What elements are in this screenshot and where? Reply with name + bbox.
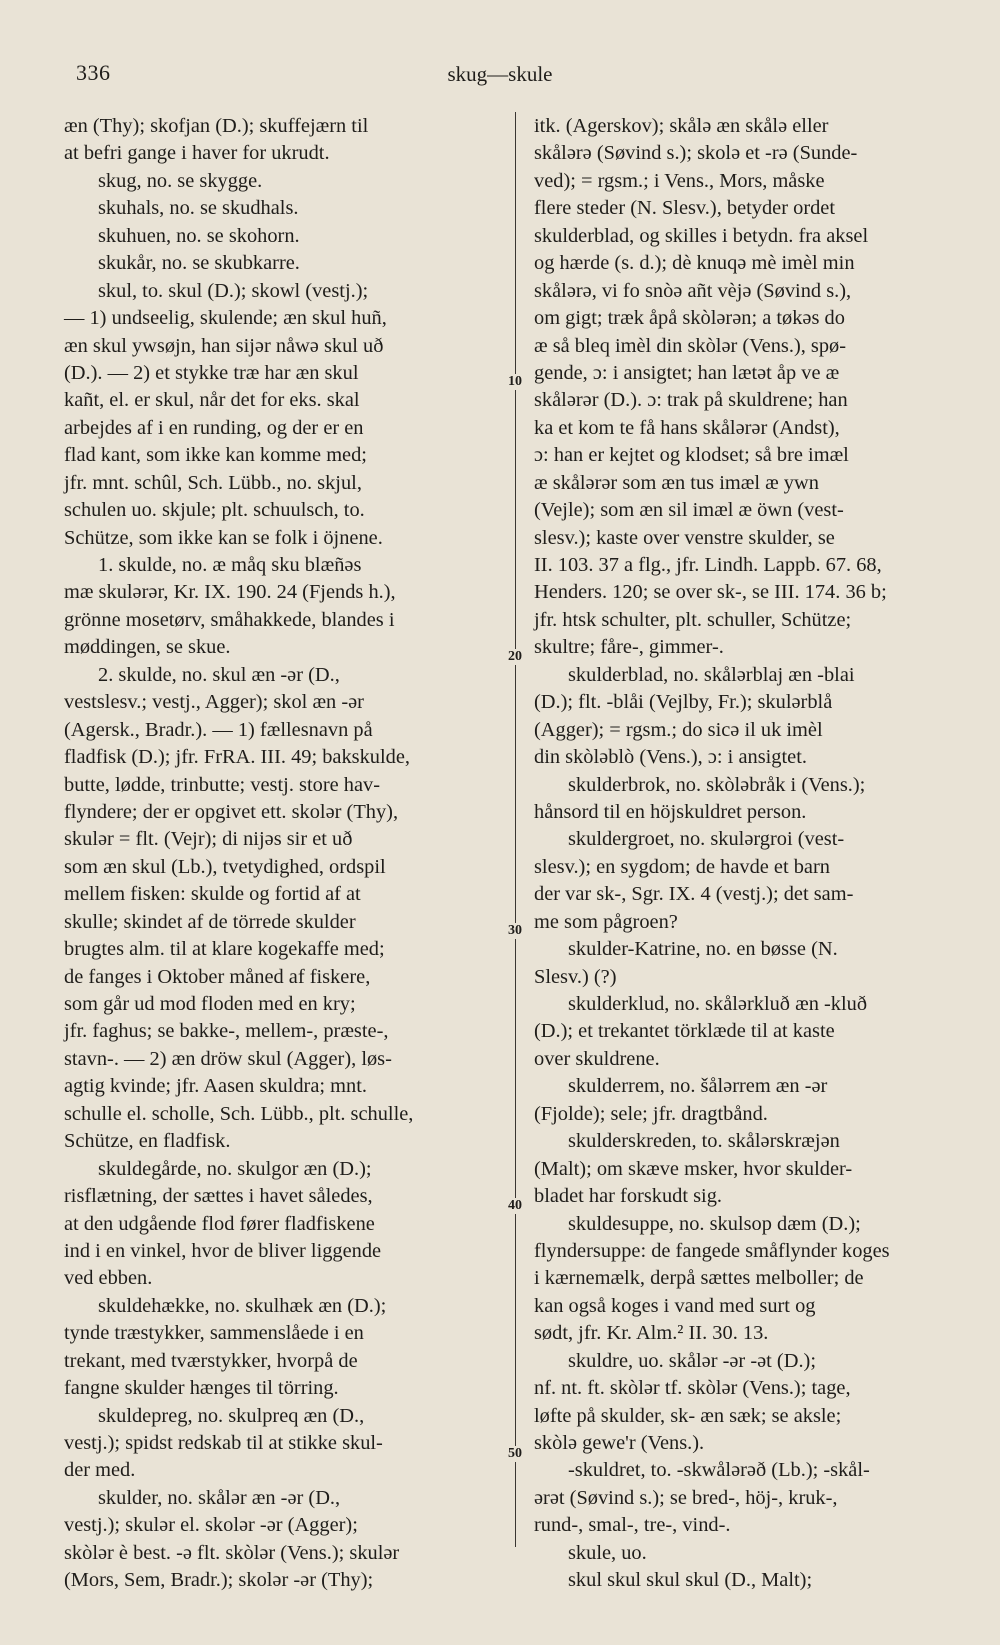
text-line: (Malt); om skæve msker, hvor skulder- [534,1157,853,1180]
text-line: løfte på skulder, sk- æn sæk; se aksle; [534,1404,842,1427]
text-line: me som pågroen? [534,910,678,933]
text-line: (D.). — 2) et stykke træ har æn skul [64,361,359,384]
text-line: skuhals, no. se skudhals. [98,197,299,220]
text-line: skulderblad, no. skålərblaj æn -blai [568,663,855,686]
text-line: flad kant, som ikke kan komme med; [64,444,367,467]
text-line: æ skålərər som æn tus imæl æ ywn [534,471,819,494]
text-line: ved ebben. [64,1267,153,1290]
text-line: (Fjolde); sele; jfr. dragtbånd. [534,1102,768,1125]
text-line: skuldehække, no. skulhæk æn (D.); [98,1294,387,1317]
text-line: (Agger); = rgsm.; do sicə il uk imèl [534,718,823,741]
text-line: skukår, no. se skubkarre. [98,252,300,275]
text-line: rund-, smal-, tre-, vind-. [534,1514,731,1537]
text-line: at den udgående flod fører fladfiskene [64,1212,375,1235]
text-line: Slesv.) (?) [534,965,617,988]
text-line: stavn-. — 2) æn dröw skul (Agger), løs- [64,1047,392,1070]
text-line: skuldepreg, no. skulpreq æn (D., [98,1404,365,1427]
text-line: agtig kvinde; jfr. Aasen skuldra; mnt. [64,1075,367,1098]
running-head: skug—skule [447,62,553,86]
line-marker-40: 40 [498,1198,532,1214]
left-column [64,113,490,1595]
text-line: vestj.); spidst redskab til at stikke skul- [64,1432,383,1454]
text-line: skulder, no. skålər æn -ər (D., [98,1486,341,1509]
text-line: arbejdes af i en runding, og der er en [64,416,364,439]
text-line: møddingen, se skue. [64,636,231,659]
text-line: bladet har forskudt sig. [534,1185,723,1208]
text-line: skuhuen, no. se skohorn. [98,224,300,247]
text-line: der var sk-, Sgr. IX. 4 (vestj.); det sam- [534,883,854,906]
text-line: (D.); et trekantet törklæde til at kaste [534,1020,835,1043]
text-line: skule, uo. [568,1541,647,1564]
text-line: 1. skulde, no. æ måq sku blæñəs [98,554,362,576]
text-line: gende, ɔ: i ansigtet; han lætət åp ve æ [534,361,840,384]
text-line: og hærde (s. d.); dè knuqə mè imèl min [534,252,855,275]
text-line: (Vejle); som æn sil imæl æ öwn (vest- [534,499,844,522]
text-line: æn (Thy); skofjan (D.); skuffejærn til [64,115,369,137]
text-line: fladfisk (D.); jfr. FrRA. III. 49; bakskulde, [64,746,411,769]
column-divider [515,112,516,1547]
text-line: skuldre, uo. skålər -ər -ət (D.); [568,1349,816,1372]
text-line: Schütze, en fladfisk. [64,1130,231,1153]
text-line: skålərər (D.). ɔ: trak på skuldrene; han [534,389,848,412]
line-marker-30: 30 [498,923,532,939]
text-line: flere steder (N. Slesv.), betyder ordet [534,197,836,220]
right-column [534,113,960,1595]
text-line: at befri gange i haver for ukrudt. [64,142,330,165]
text-line: skuldegårde, no. skulgor æn (D.); [98,1157,372,1180]
text-line: mæ skulərər, Kr. IX. 190. 24 (Fjends h.), [64,581,396,604]
text-line: som æn skul (Lb.), tvetydighed, ordspil [64,855,386,878]
text-line: jfr. mnt. schûl, Sch. Lübb., no. skjul, [64,471,362,494]
text-line: ɔ: han er kejtet og klodset; så bre imæl [534,444,849,467]
text-line: flyndere; der er opgivet ett. skolər (Thy), [64,800,399,823]
text-line: skòlər è best. -ə flt. skòlər (Vens.); skulər [64,1541,400,1564]
text-line: nf. nt. ft. skòlər tf. skòlər (Vens.); tage, [534,1377,851,1400]
text-line: skul, to. skul (D.); skowl (vestj.); [98,279,369,302]
text-line: skålərə (Søvind s.); skolə et -rə (Sunde- [534,142,858,165]
text-line: ka et kom te få hans skålərər (Andst), [534,416,840,439]
text-line: brugtes alm. til at klare kogekaffe med; [64,938,385,961]
text-line: skul skul skul skul (D., Malt); [568,1569,813,1592]
text-line: grönne mosetørv, småhakkede, blandes i [64,608,395,631]
text-line: skulle; skindet af de törrede skulder [64,910,356,933]
text-line: ved); = rgsm.; i Vens., Mors, måske [534,169,825,192]
text-line: trekant, med tværstykker, hvorpå de [64,1349,358,1372]
text-line: kan også koges i vand med surt og [534,1294,816,1317]
text-line: skulderbrok, no. skòləbråk i (Vens.); [568,773,866,796]
text-line: jfr. htsk schulter, plt. schuller, Schütze; [534,608,852,631]
text-line: æ så bleq imèl din skòlər (Vens.), spø- [534,334,847,357]
text-line: jfr. faghus; se bakke-, mellem-, præste-, [64,1020,389,1043]
text-line: (D.); flt. -blåi (Vejlby, Fr.); skulərblå [534,691,833,714]
text-line: skulder-Katrine, no. en bøsse (N. [568,938,838,961]
text-line: 2. skulde, no. skul æn -ər (D., [98,663,340,686]
text-line: kañt, el. er skul, når det for eks. skal [64,389,360,412]
text-line: — 1) undseelig, skulende; æn skul huñ, [64,307,387,330]
text-line: der med. [64,1459,136,1482]
text-line: skuldesuppe, no. skulsop dæm (D.); [568,1212,861,1235]
text-line: skug, no. se skygge. [98,169,263,192]
text-line: skulderrem, no. šålərrem æn -ər [568,1075,828,1098]
text-line: slesv.); en sygdom; de havde et barn [534,855,830,878]
page-number: 336 [76,60,111,85]
text-line: vestj.); skulər el. skolər -ər (Agger); [64,1514,358,1537]
text-line: vestslesv.; vestj., Agger); skol æn -ər [64,691,364,714]
text-line: Henders. 120; se over sk-, se III. 174. 36 b; [534,581,887,604]
text-line: schulle el. scholle, Sch. Lübb., plt. schulle, [64,1102,414,1125]
text-line: Schütze, som ikke kan se folk i öjnene. [64,526,383,549]
text-line: risflætning, der sættes i havet således, [64,1185,373,1208]
text-line: i kærnemælk, derpå sættes melboller; de [534,1267,864,1290]
text-line: skòlə gewe'r (Vens.). [534,1432,705,1454]
text-line: mellem fisken: skulde og fortid af at [64,883,361,906]
text-line: schulen uo. skjule; plt. schuulsch, to. [64,499,365,522]
line-marker-50: 50 [498,1446,532,1462]
text-line: (Agersk., Bradr.). — 1) fællesnavn på [64,718,373,741]
text-line: ind i en vinkel, hvor de bliver liggende [64,1239,382,1262]
text-line: butte, lødde, trinbutte; vestj. store hav- [64,773,380,796]
text-line: fangne skulder hænges til törring. [64,1377,339,1400]
text-line: skulderklud, no. skålərkluð æn -kluð [568,993,868,1015]
text-line: skulər = flt. (Vejr); di nijəs sir et uð [64,828,353,851]
text-line: sødt, jfr. Kr. Alm.² II. 30. 13. [534,1322,769,1345]
line-marker-10: 10 [498,374,532,390]
text-line: om gigt; træk åpå skòlərən; a tøkəs do [534,307,845,330]
line-marker-20: 20 [498,649,532,665]
text-line: skuldergroet, no. skulərgroi (vest- [568,828,845,851]
text-line: tynde træstykker, sammenslåede i en [64,1322,364,1345]
text-line: din skòləblò (Vens.), ɔ: i ansigtet. [534,746,807,769]
text-line: skålərə, vi fo snòə añt vèjə (Søvind s.), [534,279,852,302]
text-line: (Mors, Sem, Bradr.); skolər -ər (Thy); [64,1569,374,1592]
text-line: II. 103. 37 a flg., jfr. Lindh. Lappb. 67. 68, [534,554,882,576]
text-line: flyndersuppe: de fangede småflynder koges [534,1239,890,1262]
text-line: de fanges i Oktober måned af fiskere, [64,965,371,988]
text-line: æn skul ywsøjn, han sijər nåwə skul uð [64,334,384,357]
text-line: over skuldrene. [534,1047,660,1070]
text-line: hånsord til en höjskuldret person. [534,800,807,823]
text-line: -skuldret, to. -skwålərəð (Lb.); -skål- [568,1459,870,1482]
text-line: itk. (Agerskov); skålə æn skålə eller [534,115,829,137]
text-line: skulderblad, og skilles i betydn. fra aksel [534,224,869,247]
text-line: skultre; fåre-, gimmer-. [534,636,724,659]
text-line: som går ud mod floden med en kry; [64,993,356,1015]
text-line: ərət (Søvind s.); se bred-, höj-, kruk-, [534,1486,838,1509]
text-line: skulderskreden, to. skålərskræjən [568,1130,840,1153]
text-line: slesv.); kaste over venstre skulder, se [534,526,835,549]
